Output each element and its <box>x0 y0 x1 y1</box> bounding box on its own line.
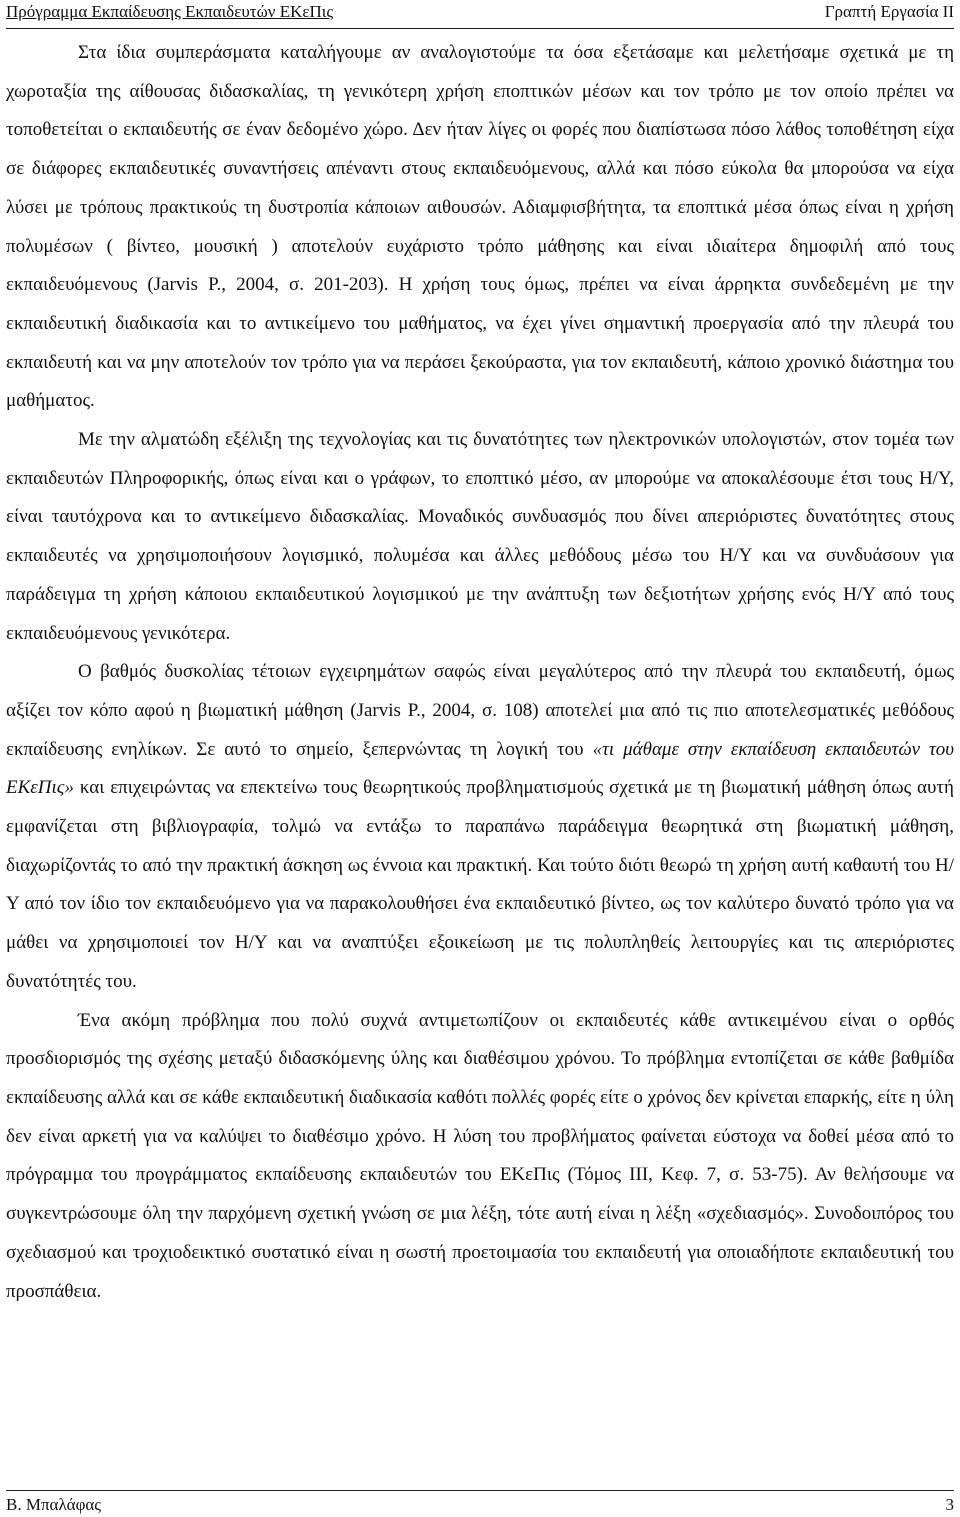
header-program-title: Πρόγραμμα Εκπαίδευσης Εκπαιδευτών ΕΚεΠις <box>6 2 334 21</box>
paragraph: Στα ίδια συμπεράσματα καταλήγουμε αν αναλογιστούμε τα όσα εξετάσαμε και μελετήσαμε σχετικά με τη χωροταξία της αίθουσας διδασκαλίας, τη γενικότερη χρήση εποπτικών μέσων και τον τρόπο με τον οποίο πρέπει να τοποθετείται ο εκπαιδευτής σε έναν δεδομένο χώρο. Δεν ήταν λίγες οι φορές που διαπίστωσα πόσο λάθος τοποθέτηση είχα σε διάφορες εκπαιδευτικές συναντήσεις απέναντι στους εκπαιδευόμενους, αλλά και πόσο εύκολα θα μπορούσα να είχα λύσει με τρόπους πρακτικούς τη δυστροπία κάποιων αιθουσών. Αδιαμφισβήτητα, τα εποπτικά μέσα όπως είναι η χρήση πολυμέσων ( βίντεο, μουσική ) αποτελούν ευχάριστο τρόπο μάθησης και είναι ιδιαίτερα δημοφιλή από τους εκπαιδευόμενους (Jarvis P., 2004, σ. 201-203). Η χρήση τους όμως, πρέπει να είναι άρρηκτα συνδεδεμένη με την εκπαιδευτική διαδικασία και το αντικείμενο του μαθήματος, να έχει γίνει σημαντική προεργασία από την πλευρά του εκπαιδευτή και να μην αποτελούν τον τρόπο για να περάσει ξεκούραστα, για τον εκπαιδευτή, κάποιο χρονικό διάστημα του μαθήματος. <box>6 42 954 412</box>
page-footer <box>6 1490 954 1517</box>
paragraph-text: και επιχειρώντας να επεκτείνω τους θεωρητικούς προβληματισμούς σχετικά με τη βιωματική μάθηση όπως αυτή εμφανίζεται στη βιβλιογραφία, τολμώ να εντάξω το παραπάνω παράδειγμα θεωρητικά στη βιωματική μάθηση, διαχωρίζοντάς το από την πρακτική άσκηση ως έννοια και πρακτική. Και τούτο διότι θεωρώ τη χρήση αυτή καθαυτή του Η/Υ από τον ίδιο τον εκπαιδευόμενο για να παρακολουθήσει ένα εκπαιδευτικό βίντεο, ως τον καλύτερο δυνατό τρόπο για να μάθει να χρησιμοποιεί τον Η/Υ και να αναπτύξει εξοικείωση με τις πολυπληθείς λειτουργίες και τις απεριόριστες δυνατότητές του. <box>6 777 954 992</box>
paragraph: Ένα ακόμη πρόβλημα που πολύ συχνά αντιμετωπίζουν οι εκπαιδευτές κάθε αντικειμένου είναι ο ορθός προσδιορισμός της σχέσης μεταξύ διδασκόμενης ύλης και διαθέσιμου χρόνου. Το πρόβλημα εντοπίζεται σε κάθε βαθμίδα εκπαίδευσης αλλά και σε κάθε εκπαιδευτική διαδικασία καθότι πολλές φορές είτε ο χρόνος δεν κρίνεται επαρκής, είτε η ύλη δεν είναι αρκετή για να καλύψει το διαθέσιμο χρόνο. Η λύση του προβλήματος φαίνεται εύστοχα να δοθεί μέσα από το πρόγραμμα του προγράμματος εκπαίδευσης εκπαιδευτών του ΕΚεΠις (Τόμος ΙΙΙ, Κεφ. 7, σ. 53-75). Αν θελήσουμε να συγκεντρώσουμε όλη την παρχόμενη σχετική γνώση σε μια λέξη, τότε αυτή είναι η λέξη «σχεδιασμός». Συνοδοιπόρος του σχεδιασμού και τροχιοδεικτικό συστατικό είναι η σωστή προετοιμασία του εκπαιδευτή για οποιαδήποτε εκπαιδευτική του προσπάθεια. <box>6 1009 954 1302</box>
page-number: 3 <box>945 1495 954 1514</box>
document-body <box>6 34 954 1311</box>
header-assignment-title: Γραπτή Εργασία ΙΙ <box>824 2 954 21</box>
page-header <box>6 0 954 29</box>
paragraph-text: Ο βαθμός δυσκολίας τέτοιων εγχειρημάτων σαφώς είναι μεγαλύτερος από την πλευρά του εκπαιδευτή, όμως αξίζει τον κόπο αφού η βιωματική μάθηση (Jarvis P., 2004, σ. 108) αποτελεί μια από τις πιο αποτελεσματικές μεθόδους εκπαίδευσης ενηλίκων. Σε αυτό το σημείο, ξεπερνώντας τη λογική του <box>6 661 954 760</box>
paragraph: Με την αλματώδη εξέλιξη της τεχνολογίας και τις δυνατότητες των ηλεκτρονικών υπολογιστών, στον τομέα των εκπαιδευτών Πληροφορικής, όπως είναι και ο γράφων, το εποπτικό μέσο, αν μπορούμε να αποκαλέσουμε έτσι τους Η/Υ, είναι ταυτόχρονα και το αντικείμενο διδασκαλίας. Μοναδικός συνδυασμός που δίνει απεριόριστες δυνατότητες στους εκπαιδευτές να χρησιμοποιήσουν λογισμικό, πολυμέσα και άλλες μεθόδους μέσω του Η/Υ και να συνδυάσουν για παράδειγμα τη χρήση κάποιου εκπαιδευτικού λογισμικού με την ανάπτυξη των δεξιοτήτων χρήσης ενός Η/Υ από τους εκπαιδευόμενους γενικότερα. <box>6 429 954 644</box>
paragraph <box>6 653 954 1001</box>
italic-quote: «τι μάθαμε στην εκπαίδευση εκπαιδευτών του ΕΚεΠις» <box>6 738 955 799</box>
footer-author: Β. Μπαλάφας <box>6 1495 102 1514</box>
